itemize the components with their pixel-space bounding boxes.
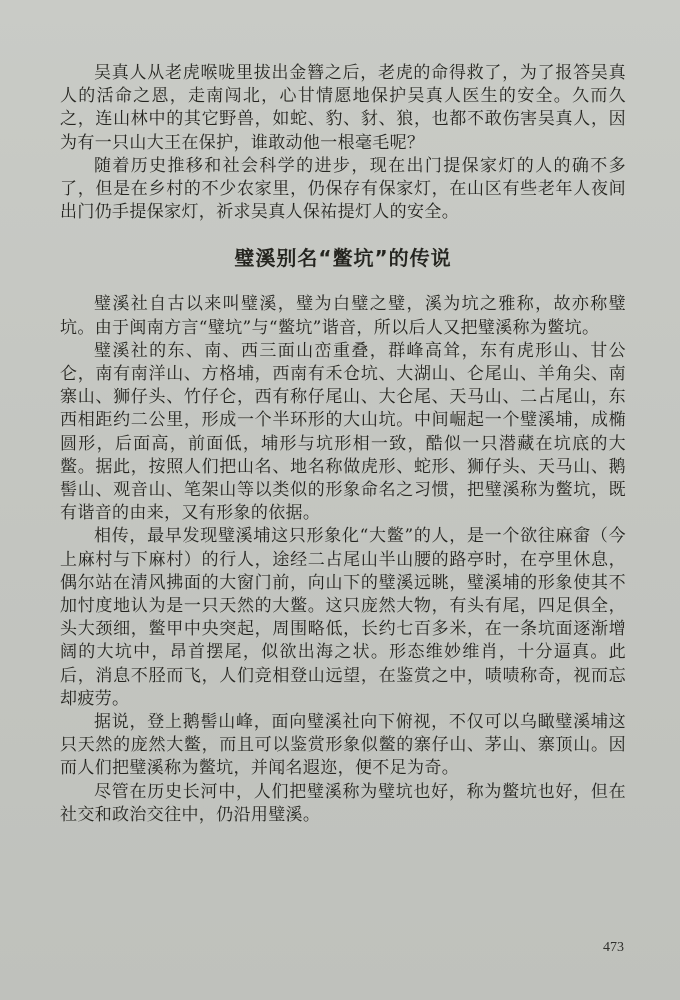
paragraph: 相传，最早发现璧溪埔这只形象化“大鳖”的人，是一个欲往麻畲（今上麻村与下麻村）的行人，途经二占尾山半山腰的路亭时，在亭里休息，偶尔站在清风拂面的大窗门前，向山下的璧溪远眺，璧溪埔的形象使其不加忖度地认为是一只天然的大鳖。这只庞然大物，有头有尾，四足俱全，头大颈细，鳖甲中央突起，周围略低，长约七百多米，在一条坑面逐渐增阔的大坑中，昂首摆尾，似欲出海之状。形态维妙维肖，十分逼真。此后，消息不胫而飞，人们竞相登山远望，在鉴赏之中，啧啧称奇，视而忘却疲劳。 bbox=[60, 526, 626, 709]
paragraph: 据说，登上鹅髻山峰，面向璧溪社向下俯视，不仅可以乌瞰璧溪埔这只天然的庞然大鳖，而且可以鉴赏形象似鳖的寨仔山、茅山、寨顶山。因而人们把璧溪称为鳖坑，并闻名遐迩，便不足为奇。 bbox=[60, 712, 626, 779]
paragraph: 璧溪社自古以来叫璧溪，璧为白璧之璧，溪为坑之雅称，故亦称璧坑。由于闽南方言“璧坑”与“鳖坑”谐音，所以后人又把璧溪称为鳖坑。 bbox=[60, 294, 626, 338]
paragraph: 随着历史推移和社会科学的进步，现在出门提保家灯的人的确不多了，但是在乡村的不少农家里，仍保存有保家灯，在山区有些老年人夜间出门仍手提保家灯，祈求吴真人保祐提灯人的安全。 bbox=[60, 155, 626, 223]
section-title: 璧溪别名“鳖坑”的传说 bbox=[234, 246, 452, 271]
paragraph: 璧溪社的东、南、西三面山峦重叠，群峰高耸，东有虎形山、甘公仑，南有南洋山、方格埔，西南有禾仓坑、大湖山、仑尾山、羊角尖、南寨山、狮仔头、竹仔仑，西有称仔尾山、大仑尾、天马山、二占尾山，东西相距约二公里，形成一个半环形的大山坑。中间崛起一个璧溪埔，成椭圆形，后面高，前面低，埔形与坑形相一致，酷似一只潜藏在坑底的大鳖。据此，按照人们把山名、地名称做虎形、蛇形、狮仔头、天马山、鹅髻山、观音山、笔架山等以类似的形象命名之习惯，把璧溪称为鳖坑，既有谐音的由来，又有形象的依据。 bbox=[60, 340, 626, 524]
page-number: 473 bbox=[603, 940, 624, 955]
page-content bbox=[60, 62, 626, 827]
paragraph: 吴真人从老虎喉咙里拔出金簪之后，老虎的命得救了，为了报答吴真人的活命之恩，走南闯北，心甘情愿地保护吴真人医生的安全。久而久之，连山林中的其它野兽，如蛇、豹、豺、狼，也都不敢伤害吴真人，因为有一只山大王在保护，谁敢动他一根毫毛呢？ bbox=[60, 63, 626, 153]
paragraph: 尽管在历史长河中，人们把璧溪称为璧坑也好，称为鳖坑也好，但在社交和政治交往中，仍沿用璧溪。 bbox=[60, 781, 626, 825]
